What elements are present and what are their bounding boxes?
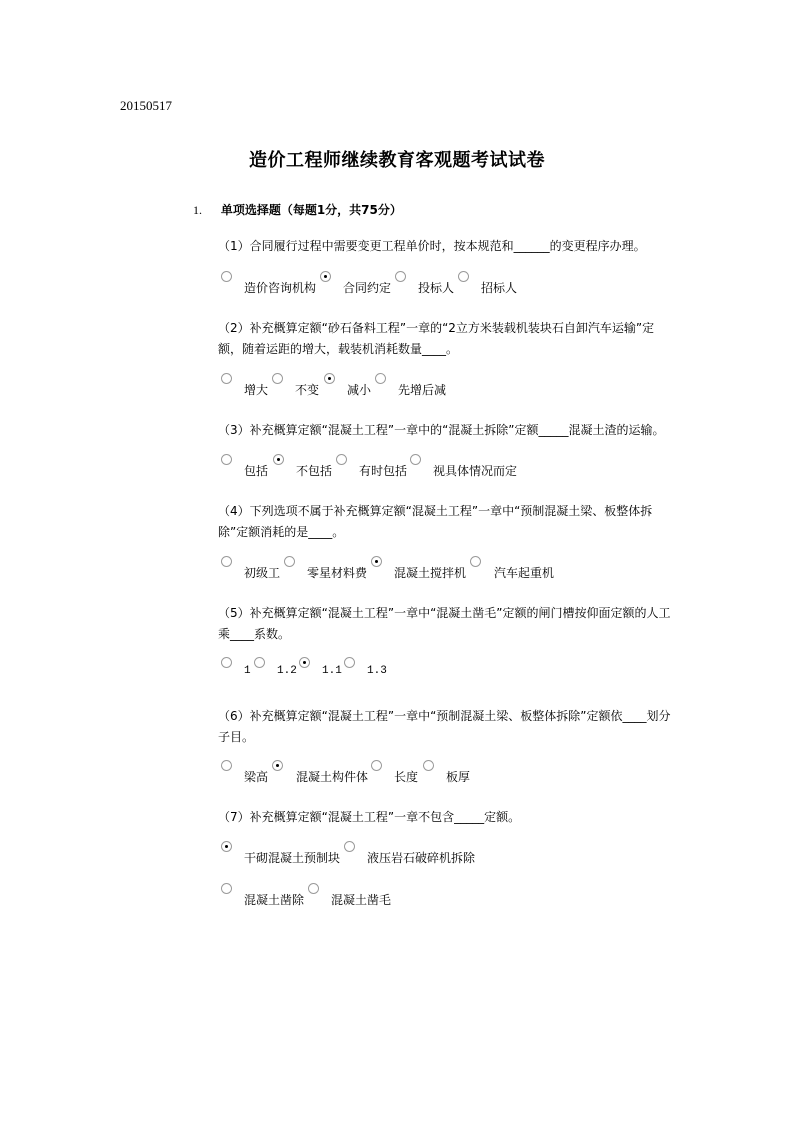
q4-option-1-label: 初级工 [244, 566, 281, 580]
q2-option-2-radio[interactable] [272, 373, 283, 384]
q6-option-3-radio[interactable] [371, 760, 382, 771]
q7-option-3-label: 混凝土凿除 [244, 893, 305, 907]
q4-option-4-radio[interactable] [470, 556, 481, 567]
q5-option-1-label: 1 [244, 665, 251, 677]
q3-option-3-label: 有时包括 [359, 464, 408, 478]
question-5-text: （5）补充概算定额“混凝土工程”一章中“混凝土凿毛”定额的闸门槽按仰面定额的人工乘____系数。 [218, 606, 671, 641]
q2-option-4-radio[interactable] [375, 373, 386, 384]
q7-option-2-label: 液压岩石破碎机拆除 [367, 851, 476, 865]
q5-option-4-radio[interactable] [344, 657, 355, 668]
q3-option-4-label: 视具体情况而定 [433, 464, 518, 478]
q5-option-2-radio[interactable] [254, 657, 265, 668]
q1-option-2-label: 合同约定 [343, 281, 392, 295]
question-2-text: （2）补充概算定额“砂石备料工程”一章的“2立方米装载机装块石自卸汽车运输”定额，随着运距的增大，载装机消耗数量____。 [218, 321, 655, 356]
document-date: 20150517 [120, 98, 172, 113]
q3-option-2-label: 不包括 [296, 464, 333, 478]
q2-option-4-label: 先增后减 [398, 383, 447, 397]
q4-option-2-radio[interactable] [284, 556, 295, 567]
q2-option-3-label: 减小 [347, 383, 372, 397]
q1-option-4-radio[interactable] [458, 271, 469, 282]
exam-title: 造价工程师继续教育客观题考试试卷 [249, 150, 545, 171]
q5-option-3-label: 1.1 [322, 665, 342, 677]
q2-option-2-label: 不变 [295, 383, 320, 397]
section-heading [193, 201, 402, 218]
q6-option-4-radio[interactable] [423, 760, 434, 771]
q3-option-4-radio[interactable] [410, 454, 421, 465]
q6-option-1-label: 梁高 [244, 770, 269, 784]
q7-option-1-radio[interactable] [221, 841, 232, 852]
q1-option-2-radio[interactable] [320, 271, 331, 282]
question-3-text: （3）补充概算定额“混凝土工程”一章中的“混凝土拆除”定额_____混凝土渣的运输。 [218, 423, 665, 437]
q5-option-3-radio[interactable] [299, 657, 310, 668]
q1-option-4-label: 招标人 [481, 281, 518, 295]
q4-option-4-label: 汽车起重机 [494, 566, 555, 580]
q2-option-1-radio[interactable] [221, 373, 232, 384]
q4-option-3-label: 混凝土搅拌机 [394, 566, 467, 580]
q3-option-1-radio[interactable] [221, 454, 232, 465]
question-6-text: （6）补充概算定额“混凝土工程”一章中“预制混凝土梁、板整体拆除”定额依____划分子目。 [218, 709, 671, 744]
q7-option-3-radio[interactable] [221, 883, 232, 894]
q5-option-2-label: 1.2 [277, 665, 297, 677]
q3-option-1-label: 包括 [244, 464, 269, 478]
question-4-text: （4）下列选项不属于补充概算定额“混凝土工程”一章中“预制混凝土梁、板整体拆除”定额消耗的是____。 [218, 504, 653, 539]
q1-option-3-label: 投标人 [418, 281, 455, 295]
q4-option-1-radio[interactable] [221, 556, 232, 567]
section-title: 单项选择题（每题1分，共75分） [220, 203, 402, 217]
q3-option-3-radio[interactable] [336, 454, 347, 465]
q3-option-2-radio[interactable] [273, 454, 284, 465]
section-number: 1. [193, 203, 202, 217]
q7-option-4-label: 混凝土凿毛 [331, 893, 392, 907]
question-1-text: （1）合同履行过程中需要变更工程单价时，按本规范和______的变更程序办理。 [218, 239, 646, 253]
q6-option-2-label: 混凝土构件体 [296, 770, 369, 784]
q6-option-4-label: 板厚 [446, 770, 471, 784]
q1-option-1-radio[interactable] [221, 271, 232, 282]
q6-option-1-radio[interactable] [221, 760, 232, 771]
q4-option-2-label: 零星材料费 [307, 566, 368, 580]
q5-option-1-radio[interactable] [221, 657, 232, 668]
q5-option-4-label: 1.3 [367, 665, 387, 677]
q4-option-3-radio[interactable] [371, 556, 382, 567]
q1-option-1-label: 造价咨询机构 [244, 281, 317, 295]
q1-option-3-radio[interactable] [395, 271, 406, 282]
question-7-text: （7）补充概算定额“混凝土工程”一章不包含_____定额。 [218, 810, 521, 824]
q6-option-3-label: 长度 [394, 770, 419, 784]
q7-option-4-radio[interactable] [308, 883, 319, 894]
q2-option-1-label: 增大 [244, 383, 269, 397]
q7-option-2-radio[interactable] [344, 841, 355, 852]
q2-option-3-radio[interactable] [324, 373, 335, 384]
q6-option-2-radio[interactable] [272, 760, 283, 771]
q7-option-1-label: 干砌混凝土预制块 [244, 851, 341, 865]
